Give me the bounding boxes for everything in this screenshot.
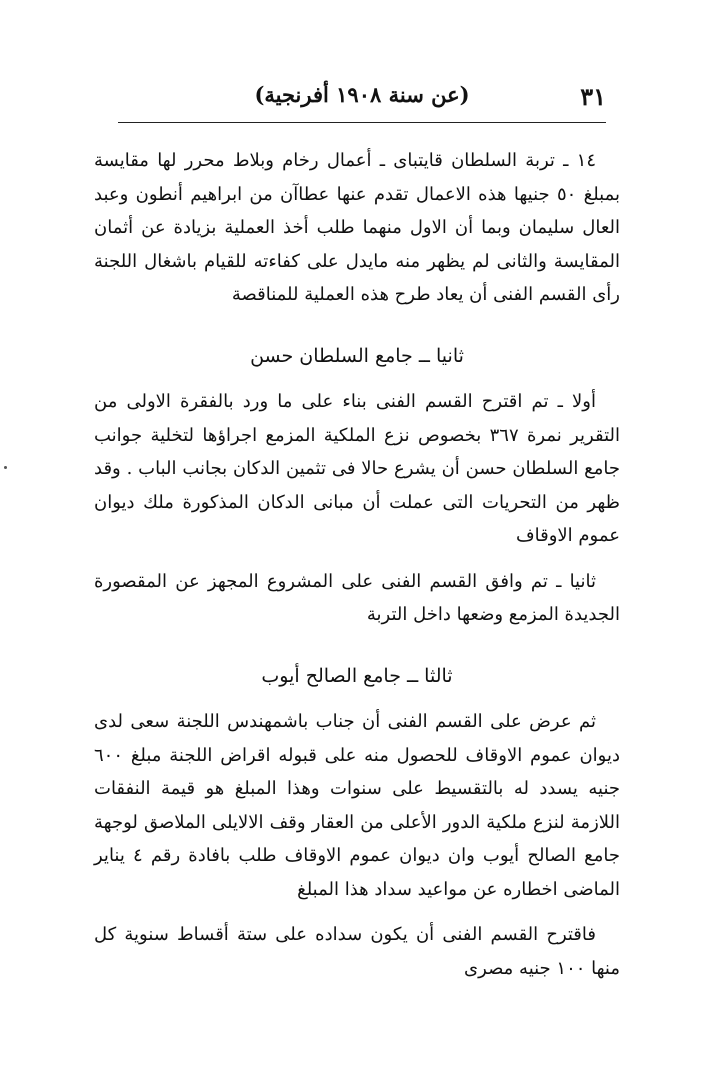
paragraph-installments: فاقترح القسم الفنى أن يكون سداده على ستة أقساط سنوية كل منها ١٠٠ جنيه مصرى [94, 924, 620, 979]
paragraph-item-14: ١٤ ـ تربة السلطان قايتباى ـ أعمال رخام وبلاط محرر لها مقايسة بمبلغ ٥٠ جنيها هذه الاعمال تقدم عنها عطاآن من ابراهيم أنطون وعبد العال سليمان وبما أن الاول منهما طلب أخذ العملية بزيادة عن أثمان المقايسة والثانى لم يظهر منه مايدل على كفاءته للقيام باشغال اللجنة رأى القسم الفنى أن يعاد طرح هذه العملية للمناقصة [94, 150, 620, 305]
running-head: (عن سنة ١٩٠٨ أفرنجية) [254, 82, 470, 107]
page-body [94, 144, 620, 985]
paragraph-second: ثانيا ـ تم وافق القسم الفنى على المشروع المجهز عن المقصورة الجديدة المزمع وضعها داخل التربة [94, 570, 620, 625]
section-heading-sultan-hassan: ثانيا ــ جامع السلطان حسن [250, 344, 464, 367]
paragraph-first: أولا ـ تم اقترح القسم الفنى بناء على ما ورد بالفقرة الاولى من التقرير نمرة ٣٦٧ بخصوص نزع الملكية المزمع اجراؤها لتخلية جوانب جامع السلطان حسن أن يشرع حالا فى تثمين الدكان بجانب الباب . وقد ظهر من التحريات التى عملت أن مبانى الدكان المذكورة ملك ديوان عموم الاوقاف [94, 391, 620, 546]
paragraph-loan-request: ثم عرض على القسم الفنى أن جناب باشمهندس اللجنة سعى لدى ديوان عموم الاوقاف للحصول منه على قبوله اقراض اللجنة مبلغ ٦٠٠ جنيه يسدد له بالتقسيط على سنوات وهذا المبلغ هو قيمة النفقات اللازمة لنزع ملكية الدور الأعلى من العقار وقف الالايلى الملاصق لوجهة جامع الصالح أيوب وان ديوان عموم الاوقاف طلب بافادة رقم ٤ يناير الماضى اخطاره عن مواعيد سداد هذا المبلغ [94, 711, 620, 900]
section-heading-salih-ayyub: ثالثا ــ جامع الصالح أيوب [261, 664, 453, 687]
scan-speck [4, 466, 7, 469]
page-header [118, 82, 606, 123]
page-number: ٣١ [580, 82, 606, 111]
